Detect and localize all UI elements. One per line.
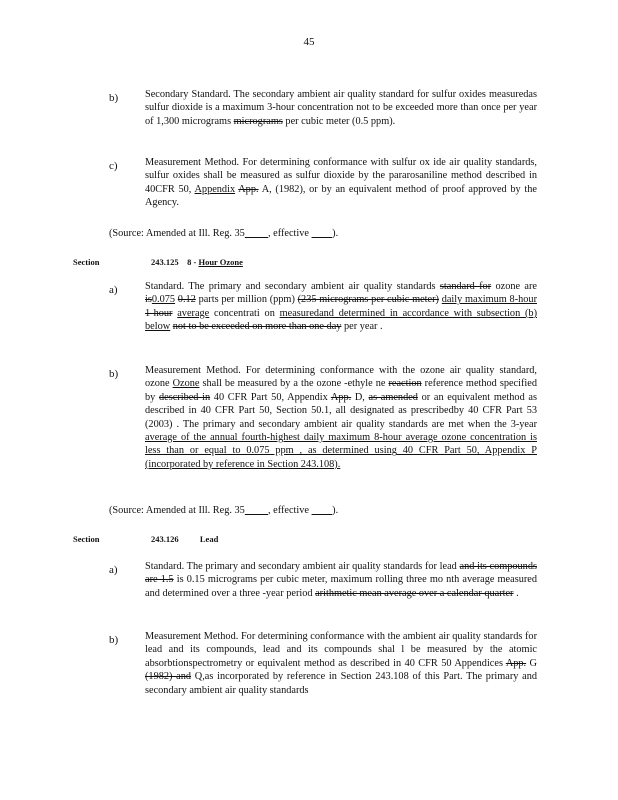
- deleted-text: reaction: [388, 378, 422, 390]
- section-title: 8 -: [187, 257, 199, 267]
- text: ozone are: [491, 281, 537, 292]
- deleted-text: App.: [238, 183, 259, 195]
- text: D,: [351, 391, 369, 403]
- blank-line: [245, 505, 268, 516]
- section-number: 243.126: [151, 534, 179, 544]
- text: 40 CFR Part 50, Appendix: [210, 391, 331, 403]
- paragraph-secondary-standard: [145, 88, 537, 128]
- text: (Source: Amended at Ill. Reg. 35: [109, 228, 245, 239]
- item-marker: b): [109, 368, 119, 380]
- inserted-text: average of the annual fourth-highest daily maximum 8-hour average ozone concentration is less than or equal to 0.075 ppm , as determined using 40 CFR Part 50, Appendix P (incorporated by reference in Section 243.108).: [145, 432, 537, 470]
- text: .: [513, 587, 519, 599]
- text: or an equivalent method as described in 40 CFR Part 50, Section 50.1, all designated as prescribedby 40 CFR Part 53 (2003) . The primary and secondary ambient air quality standards are met when the 3-year: [145, 391, 537, 430]
- text: per cubic meter (0.5 ppm).: [282, 115, 396, 127]
- blank-line: [312, 228, 333, 239]
- text: Measurement Method. For determining conformance with sulfur ox ide air quality standards, sulfur oxides shall be measured as sulfur dioxide by the pararosaniline method described in 40CFR 50,: [145, 157, 537, 195]
- section-heading-243-126: [73, 534, 218, 544]
- blank-line: [312, 505, 333, 516]
- item-marker: a): [109, 284, 118, 296]
- section-number: 243.125: [151, 257, 179, 267]
- paragraph-lead-standard: [145, 560, 537, 600]
- deleted-text: App.: [330, 391, 352, 403]
- inserted-text: daily maximum 8-hour: [441, 294, 537, 306]
- inserted-text: Ozone: [172, 378, 200, 390]
- paragraph-ozone-standard: [145, 280, 537, 334]
- text: A, (1982), or by an equivalent method of proof approved by the Agency.: [145, 183, 537, 209]
- inserted-text: 0.075: [151, 294, 176, 306]
- paragraph-lead-measurement: [145, 630, 537, 697]
- text: reference method specified by: [145, 378, 537, 403]
- source-note: [109, 504, 338, 517]
- deleted-text: standard for: [439, 281, 492, 292]
- item-marker: b): [109, 92, 119, 104]
- text: ).: [332, 228, 339, 239]
- deleted-text: arithmetic mean average over a calendar quarter: [315, 587, 514, 599]
- text: ).: [332, 505, 339, 516]
- section-label: Section: [73, 534, 100, 544]
- source-note: [109, 227, 338, 240]
- text: Secondary Standard. The secondary ambient air quality standard for sulfur oxides measuredas sulfur dioxide is a maximum 3-hour concentration not to be exceeded more than once per year of 1,300 micrograms: [145, 89, 537, 127]
- deleted-text: described in: [158, 391, 211, 403]
- blank-line: [245, 228, 268, 239]
- text: Q,as incorporated by reference in Section 243.108 of this Part. The primary and secondary ambient air quality standards: [145, 671, 537, 696]
- deleted-text: 0.12: [177, 294, 196, 306]
- deleted-text: (235 micrograms per cubic meter): [297, 294, 439, 306]
- paragraph-sulfur-measurement: [145, 156, 537, 210]
- paragraph-ozone-measurement: [145, 364, 537, 471]
- item-marker: c): [109, 160, 118, 172]
- text: Standard. The primary and secondary ambient air quality standards for lead: [145, 561, 460, 572]
- text: concentrati on: [209, 307, 280, 319]
- item-marker: b): [109, 634, 119, 646]
- text: per year .: [341, 321, 383, 333]
- text: G: [526, 657, 537, 669]
- text: Standard. The primary and secondary ambient air quality standards: [145, 281, 440, 292]
- text: (Source: Amended at Ill. Reg. 35: [109, 505, 245, 516]
- text: , effective: [268, 228, 312, 239]
- text: parts per million (ppm): [195, 294, 298, 306]
- deleted-text: micrograms: [233, 115, 283, 127]
- page-number: 45: [303, 36, 315, 48]
- section-title: Lead: [199, 534, 219, 544]
- text: , effective: [268, 505, 312, 516]
- text: Measurement Method. For determining conformance with the ozone air quality standard, ozone: [145, 365, 537, 390]
- item-marker: a): [109, 564, 118, 576]
- section-label: Section: [73, 257, 100, 267]
- inserted-text: average: [177, 307, 210, 319]
- deleted-text: (1982) and: [145, 671, 192, 683]
- inserted-text: Appendix: [194, 183, 236, 195]
- deleted-text: App.: [505, 657, 527, 669]
- deleted-text: and its compounds are 1.5: [145, 561, 537, 586]
- text: is 0.15 micrograms per cubic meter, maximum rolling three mo nth average measured and determined over a three -year period: [145, 574, 537, 599]
- inserted-text: measuredand determined in accordance with subsection (b) below: [145, 307, 538, 333]
- section-title-inserted: Hour Ozone: [198, 257, 243, 267]
- text: shall be measured by a the ozone -ethyle ne: [199, 378, 389, 390]
- text: Measurement Method. For determining conformance with the ambient air quality standards for lead and its compounds, lead and its compounds shal l be measured by the atomic absorbtionspectrometry or equivalent method as described in 40 CFR 50 Appendices: [145, 631, 537, 669]
- deleted-text: is: [145, 294, 152, 306]
- deleted-text: as amended: [368, 391, 418, 403]
- deleted-text: 1-hour: [145, 307, 173, 319]
- section-heading-243-125: [73, 257, 243, 267]
- deleted-text: not to be exceeded on more than one day: [172, 321, 342, 333]
